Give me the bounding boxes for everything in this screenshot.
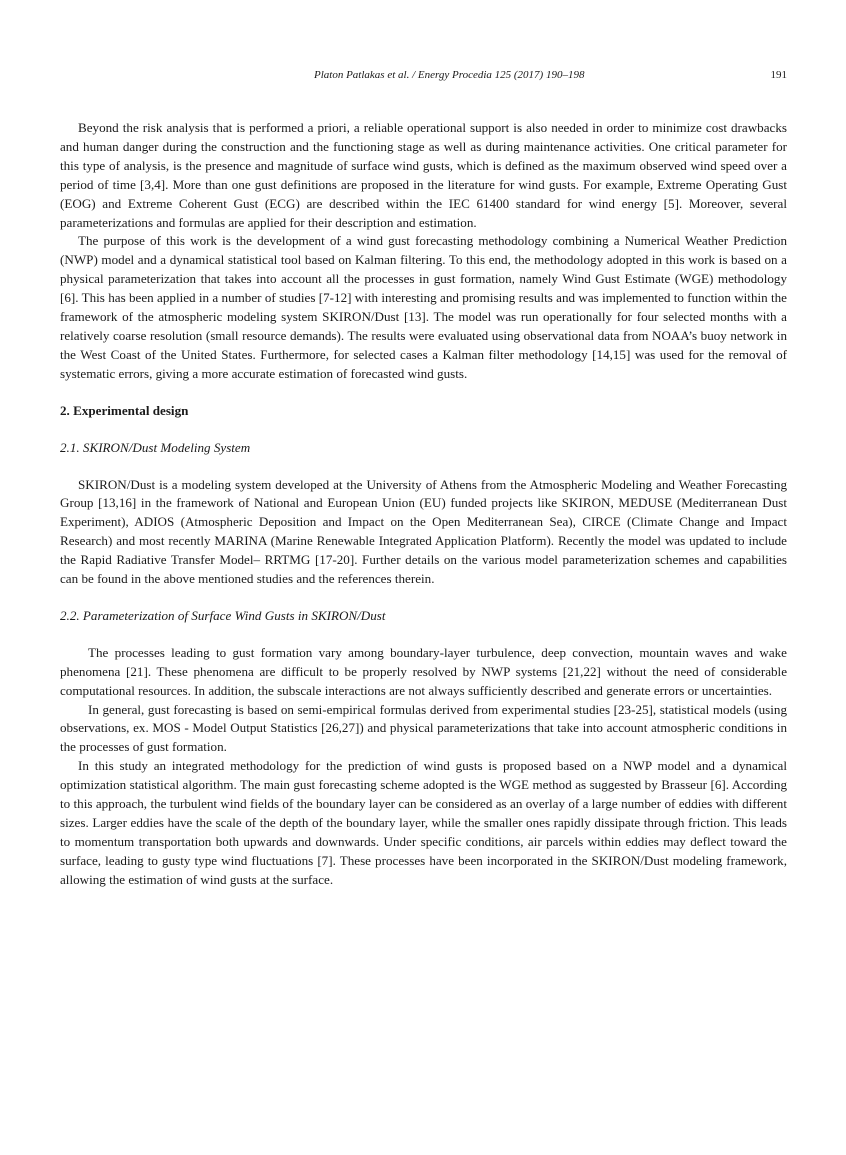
subsection-heading-2-1: 2.1. SKIRON/Dust Modeling System [60,439,251,455]
subsection-2-1-paragraph-1: SKIRON/Dust is a modeling system developed at the University of Athens from the Atmospheric Modeling and Weather Forecasting Group [13,16] in the framework of National and European Union (EU) funded projects like SKIRON, MEDUSE (Mediterranean Dust Experiment), ADIOS (Atmospheric Deposition and Impact on the Open Mediterranean Sea), CIRCE (Climate Change and Impact Research) and most recently MARINA (Marine Renewable Integrated Application Platform). Recently the model was updated to include the Rapid Radiative Transfer Model– RRTMG [17-20]. Further details on the various model parameterization schemes and capabilities can be found in the above mentioned studies and the references therein. [60,476,787,587]
intro-paragraph-1: Beyond the risk analysis that is performed a priori, a reliable operational support is also needed in order to minimize cost drawbacks and human danger during the construction and the functioning stage as well as during maintenance activities. One critical parameter for this type of analysis, is the presence and magnitude of surface wind gusts, which is defined as the maximum observed wind speed over a period of time [3,4]. More than one gust definitions are proposed in the literature for wind gusts. For example, Extreme Operating Gust (EOG) and Extreme Coherent Gust (ECG) are described within the IEC 61400 standard for wind energy [5]. Moreover, several parameterizations and formulas are applied for their description and estimation. [60,120,787,230]
intro-paragraph-2: The purpose of this work is the development of a wind gust forecasting methodology combining a Numerical Weather Prediction (NWP) model and a dynamical statistical tool based on Kalman filtering. To this end, the methodology adopted in this work is based on a physical parameterization that takes into account all the processes in gust formation, namely Wind Gust Estimate (WGE) methodology [6]. This has been applied in a number of studies [7-12] with interesting and promising results and was implemented to function within the framework of the atmospheric modeling system SKIRON/Dust [13]. The model was run operationally for four selected months with a relatively coarse resolution (small resource demands). The results were evaluated using observational data from NOAA’s buoy network in the West Coast of the United States. Furthermore, for selected cases a Kalman filter methodology [14,15] was used for the removal of systematic errors, giving a more accurate estimation of forecasted wind gusts. [60,233,787,381]
subsection-heading-2-2: 2.2. Parameterization of Surface Wind Gusts in SKIRON/Dust [60,607,386,623]
subsection-2-2-paragraph-2: In general, gust forecasting is based on semi-empirical formulas derived from experimental studies [23-25], statistical models (using observations, ex. MOS - Model Output Statistics [26,27]) and physical parameterizations that take into account atmospheric conditions in the processes of gust formation. [60,701,787,755]
journal-citation: Platon Patlakas et al. / Energy Procedia 125 (2017) 190–198 [314,69,585,81]
running-header [60,69,787,85]
subsection-2-2-paragraph-3: In this study an integrated methodology for the prediction of wind gusts is proposed based on a NWP model and a dynamical optimization statistical algorithm. The main gust forecasting scheme adopted is the WGE method as suggested by Brasseur [6]. According to this approach, the turbulent wind fields of the boundary layer can be considered as an overlay of a large number of eddies with different sizes. Larger eddies have the scale of the depth of the boundary layer, while the smaller ones rapidly dissipate through friction. This leads to momentum transportation both upwards and downwards. Under specific conditions, air parcels within eddies may deflect toward the surface, leading to gusty type wind fluctuations [7]. These processes have been incorporated in the SKIRON/Dust modeling framework, allowing the estimation of wind gusts at the surface. [60,758,787,887]
page-number: 191 [770,69,787,81]
subsection-2-2-paragraph-1: The processes leading to gust formation vary among boundary-layer turbulence, deep convection, mountain waves and wake phenomena [21]. These phenomena are difficult to be properly resolved by NWP systems [21,22] without the need of considerable computational resources. In addition, the subscale interactions are not always sufficiently described and generate errors or uncertainties. [60,644,787,698]
page-body [60,119,787,890]
section-heading: 2. Experimental design [60,402,189,418]
